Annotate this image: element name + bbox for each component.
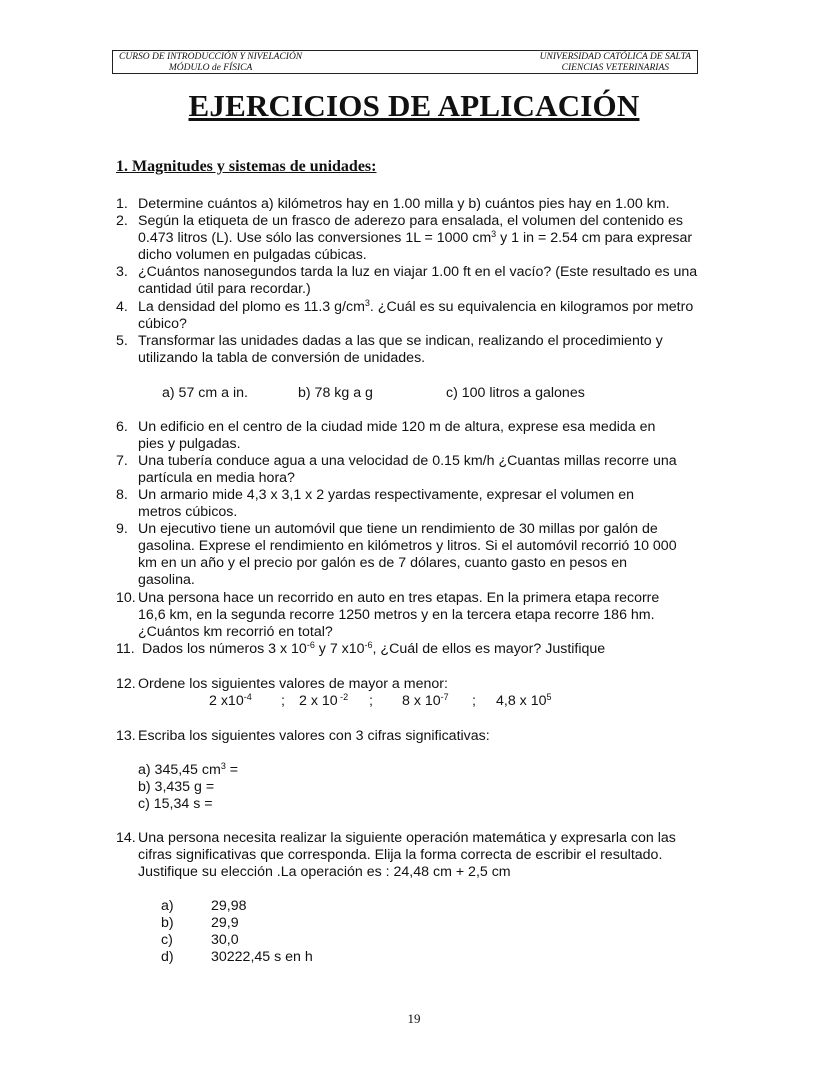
exercise-5 xyxy=(116,333,716,367)
exercise-line: Una persona necesita realizar la siguiente operación matemática y expresarla con las xyxy=(138,830,676,846)
exercise-number: 8. xyxy=(116,487,128,503)
exercise-number: 9. xyxy=(116,521,128,537)
exercise-number: 5. xyxy=(116,333,128,349)
exercise-8 xyxy=(116,487,716,521)
exercise-text: Determine cuántos a) kilómetros hay en 1.00 milla y b) cuántos pies hay en 1.00 km. xyxy=(138,196,670,212)
section-title: 1. Magnitudes y sistemas de unidades: xyxy=(116,158,377,175)
exercise-12-separator: ; xyxy=(472,693,476,709)
exercise-line: gasolina. xyxy=(138,572,195,588)
exercise-5-option-a: a) 57 cm a in. xyxy=(162,385,248,401)
exercise-line: cúbico? xyxy=(138,316,187,332)
header-university: UNIVERSIDAD CATÓLICA DE SALTA xyxy=(539,52,691,62)
exercise-12-value-4: 4,8 x $10^5$ xyxy=(496,692,552,709)
exercise-12-separator: ; xyxy=(281,693,285,709)
exercise-number: 11. xyxy=(116,641,135,657)
exercise-14-option-c: c) 30,0 xyxy=(161,932,239,948)
exercise-number: 12. xyxy=(116,676,136,692)
exercise-14-option-d: d) 30222,45 s en h xyxy=(161,949,313,965)
exercise-5-option-c: c) 100 litros a galones xyxy=(446,385,585,401)
exercise-2 xyxy=(116,213,716,264)
exercise-line: Justifique su elección .La operación es : 24,48 cm + 2,5 cm xyxy=(138,864,511,880)
exercise-line: Según la etiqueta de un frasco de aderezo para ensalada, el volumen del contenido es xyxy=(138,213,684,229)
exercise-line: Una persona hace un recorrido en auto en tres etapas. En la primera etapa recorre xyxy=(138,590,660,606)
exercise-number: 13. xyxy=(116,728,136,744)
exercise-line: Ordene los siguientes valores de mayor a menor: xyxy=(138,676,448,692)
exercise-13-option-a: a) 345,45 $cm^3$ = xyxy=(138,761,239,778)
exercise-14-option-b: b) 29,9 xyxy=(161,915,239,931)
exercise-number: 6. xyxy=(116,419,128,435)
exercise-line: utilizando la tabla de conversión de unidades. xyxy=(138,350,426,366)
exercise-13 xyxy=(116,728,716,745)
exercise-line: Transformar las unidades dadas a las que se indican, realizando el procedimiento y xyxy=(138,333,663,349)
page-number: 19 xyxy=(407,1011,421,1026)
exercise-9 xyxy=(116,521,716,589)
exercise-line: Escriba los siguientes valores con 3 cifras significativas: xyxy=(138,728,490,744)
exercise-14 xyxy=(116,830,716,881)
exercise-line: gasolina. Exprese el rendimiento en kilómetros y litros. Si el automóvil recorrió 10 000 xyxy=(138,538,677,554)
exercise-13-option-b: b) 3,435 g = xyxy=(138,779,215,795)
exercise-number: 10. xyxy=(116,590,136,606)
exercise-line: 16,6 km, en la segunda recorre 1250 metros y en la tercera etapa recorre 186 hm. xyxy=(138,607,655,623)
exercise-10 xyxy=(116,590,716,641)
header-left xyxy=(119,52,302,74)
header-course: CURSO DE INTRODUCCIÓN Y NIVELACIÓN xyxy=(119,52,303,62)
exercise-number: 14. xyxy=(116,830,136,846)
exercise-3 xyxy=(116,264,716,298)
exercise-7 xyxy=(116,453,716,487)
exercise-line: Un ejecutivo tiene un automóvil que tiene un rendimiento de 30 millas por galón de xyxy=(138,521,658,537)
exercise-line: La densidad del plomo es 11.3 $g/cm^3$. ¿Cuál es su equivalencia en kilogramos por metro xyxy=(138,298,694,315)
header-module: MÓDULO de FÍSICA xyxy=(168,63,253,73)
exercise-11: 11. Dados los números 3 x $10^{-6}$ y 7 $x10^{-6}$, ¿Cuál de ellos es mayor? Justifique xyxy=(116,640,606,657)
page-title: EJERCICIOS DE APLICACIÓN xyxy=(188,88,640,123)
exercise-12-separator: ; xyxy=(369,693,373,709)
exercise-number: 7. xyxy=(116,453,128,469)
exercise-line: cantidad útil para recordar.) xyxy=(138,281,311,297)
exercise-12-value-3: 8 x $10^{-7}$ xyxy=(402,692,449,709)
exercise-number: 3. xyxy=(116,264,128,280)
exercise-line: cifras significativas que corresponda. Elija la forma correcta de escribir el resultado. xyxy=(138,847,663,863)
exercise-12-value-1: 2 $x10^{-4}$ xyxy=(209,692,252,709)
exercise-5-option-b: b) 78 kg a g xyxy=(298,385,373,401)
exercise-line: Un armario mide 4,3 x 3,1 x 2 yardas respectivamente, expresar el volumen en xyxy=(138,487,635,503)
exercise-line: Un edificio en el centro de la ciudad mide 120 m de altura, exprese esa medida en xyxy=(138,419,656,435)
exercise-line: pies y pulgadas. xyxy=(138,436,241,452)
exercise-line: ¿Cuántos nanosegundos tarda la luz en viajar 1.00 ft en el vacío? (Este resultado es una xyxy=(138,264,698,280)
exercise-12-value-2: 2 x 10 $^{-2}$ xyxy=(299,692,349,709)
exercise-number: 4. xyxy=(116,299,128,315)
exercise-line: dicho volumen en pulgadas cúbicas. xyxy=(138,247,367,263)
exercise-line: partícula en media hora? xyxy=(138,470,295,486)
exercise-line: 0.473 litros (L). Use sólo las conversiones 1L = 1000 $cm^3$ y 1 in = 2.54 cm para expresar xyxy=(138,229,693,246)
page-header xyxy=(112,50,698,74)
exercise-number: 2. xyxy=(116,213,128,229)
exercise-6 xyxy=(116,419,716,453)
exercise-line: Una tubería conduce agua a una velocidad de 0.15 km/h ¿Cuantas millas recorre una xyxy=(138,453,677,469)
exercise-12 xyxy=(116,676,716,693)
header-right xyxy=(540,52,691,74)
exercise-13-option-c: c) 15,34 s = xyxy=(138,796,213,812)
exercise-line: metros cúbicos. xyxy=(138,504,238,520)
header-faculty: CIENCIAS VETERINARIAS xyxy=(561,63,669,73)
exercise-number: 1. xyxy=(116,196,128,212)
exercise-line: km en un año y el precio por galón es de 7 dólares, cuanto gasto en pesos en xyxy=(138,555,628,571)
exercise-4 xyxy=(116,299,716,333)
exercise-14-option-a: a) 29,98 xyxy=(161,898,247,914)
exercise-line: ¿Cuántos km recorrió en total? xyxy=(138,624,333,640)
exercise-1 xyxy=(116,196,716,213)
